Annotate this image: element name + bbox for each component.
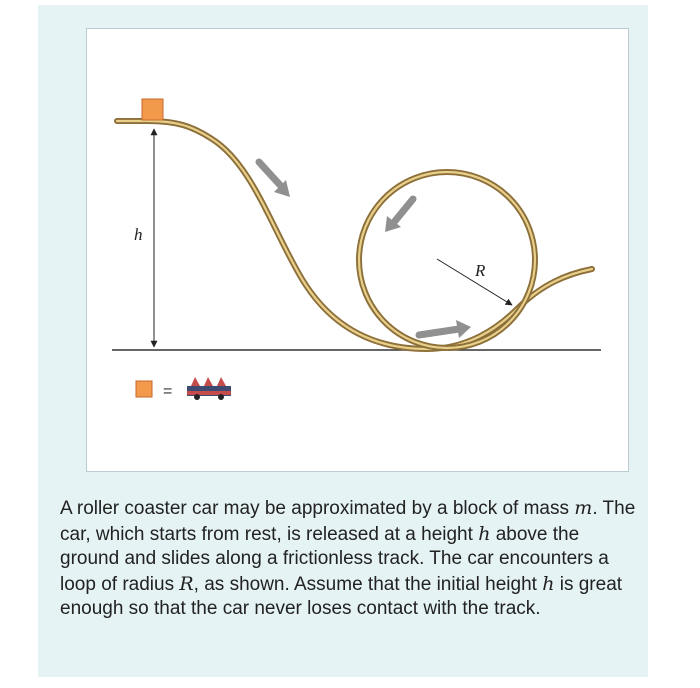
height-symbol: h	[542, 572, 555, 595]
legend	[136, 377, 231, 400]
radius-label: R	[475, 261, 486, 280]
problem-card	[38, 5, 648, 677]
height-symbol: h	[478, 522, 491, 545]
diagram-panel	[86, 28, 629, 472]
motion-arrow-icon	[419, 320, 471, 338]
height-label: h	[134, 225, 143, 244]
problem-description: A roller coaster car may be approximated by a block of mass m. The car, which starts from rest, is released at a height h above the ground and slides along a frictionless track. The car encounters a loop of radius R, as shown. Assume that the initial height h is great enough so that the car never loses contact with the track.	[60, 497, 636, 619]
motion-arrow-icon	[259, 162, 290, 197]
motion-arrow-icon	[385, 199, 413, 232]
mass-symbol: m	[574, 497, 593, 519]
block-icon	[136, 381, 152, 397]
block-icon	[142, 99, 163, 120]
track	[117, 121, 592, 349]
roller-coaster-diagram	[87, 29, 628, 471]
radius-symbol: R	[179, 572, 194, 595]
coaster-car-icon	[187, 377, 231, 400]
legend-equals: =	[163, 383, 173, 400]
